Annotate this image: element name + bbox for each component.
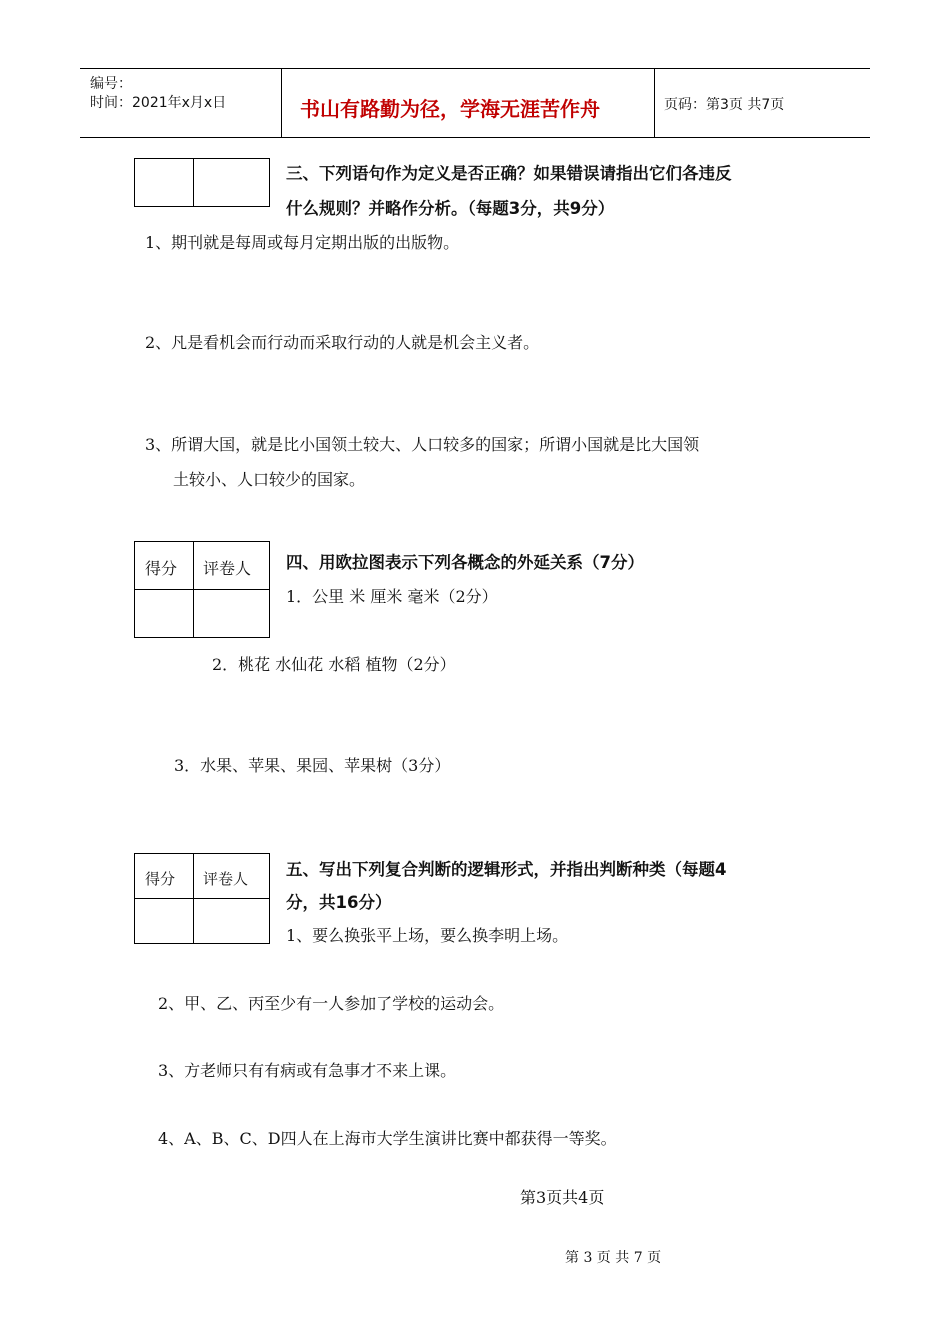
motto-text: 书山有路勤为径，学海无涯苦作舟 bbox=[300, 97, 600, 121]
section3-item-1: 1、期刊就是每周或每月定期出版的出版物。 bbox=[145, 233, 460, 252]
section3-title-line2: 什么规则？并略作分析。（每题3分，共9分） bbox=[286, 199, 615, 218]
section5-item-2: 2、甲、乙、丙至少有一人参加了学校的运动会。 bbox=[158, 994, 505, 1013]
section3-score-box bbox=[134, 158, 270, 207]
grader-label: 评卷人 bbox=[203, 870, 249, 888]
section3-item-2: 2、凡是看机会而行动而采取行动的人就是机会主义者。 bbox=[145, 333, 540, 352]
score-label: 得分 bbox=[145, 559, 178, 578]
section5-title-line1: 五、写出下列复合判断的逻辑形式，并指出判断种类（每题4 bbox=[286, 860, 727, 879]
number-label: 编号： bbox=[90, 76, 132, 92]
section5-item-4: 4、A、B、C、D四人在上海市大学生演讲比赛中都获得一等奖。 bbox=[158, 1129, 617, 1148]
section4-item-1: 1．公里 米 厘米 毫米（2分） bbox=[286, 587, 498, 606]
page-info: 页码：第3页 共7页 bbox=[664, 97, 785, 113]
header-right-cell bbox=[664, 69, 864, 137]
score-label: 得分 bbox=[145, 870, 176, 888]
section3-title-line1: 三、下列语句作为定义是否正确？如果错误请指出它们各违反 bbox=[286, 164, 732, 183]
section4-title: 四、用欧拉图表示下列各概念的外延关系（7分） bbox=[286, 553, 644, 572]
score-box-hrule bbox=[135, 589, 269, 590]
section4-item-2: 2．桃花 水仙花 水稻 植物（2分） bbox=[212, 655, 456, 674]
outer-page-number: 第 3 页 共 7 页 bbox=[565, 1250, 662, 1266]
page-header bbox=[80, 68, 870, 138]
time-label: 时间：2021年x月x日 bbox=[90, 95, 227, 111]
section5-item-3: 3、方老师只有有病或有急事才不来上课。 bbox=[158, 1061, 457, 1080]
section3-item-3: 3、所谓大国，就是比小国领土较大、人口较多的国家；所谓小国就是比大国领 bbox=[145, 435, 700, 454]
inner-page-number: 第3页共4页 bbox=[520, 1188, 605, 1207]
score-box-divider bbox=[193, 159, 194, 206]
section4-score-box bbox=[134, 541, 270, 638]
section5-score-box bbox=[134, 853, 270, 944]
header-motto-cell bbox=[281, 69, 655, 137]
score-box-hrule bbox=[135, 898, 269, 899]
header-left-cell bbox=[88, 69, 278, 137]
grader-label: 评卷人 bbox=[203, 559, 252, 578]
section5-title-line2: 分，共16分） bbox=[286, 893, 392, 912]
section4-item-3: 3．水果、苹果、果园、苹果树（3分） bbox=[174, 756, 451, 775]
section5-item-1: 1、要么换张平上场，要么换李明上场。 bbox=[286, 926, 569, 945]
section3-item-3-cont: 土较小、人口较少的国家。 bbox=[173, 470, 366, 489]
